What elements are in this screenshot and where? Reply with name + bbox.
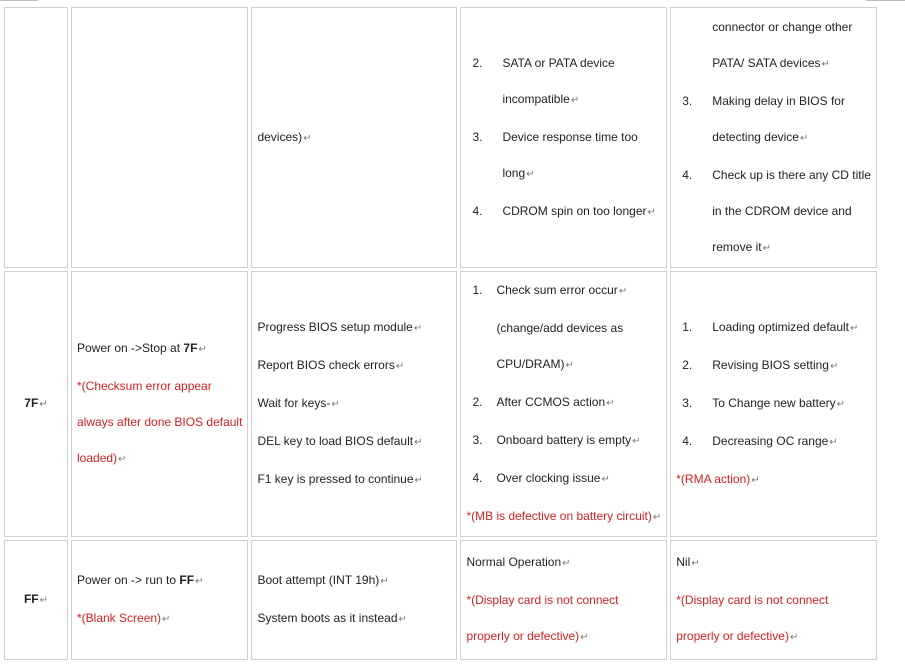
status-cell xyxy=(71,7,248,268)
cause-item: long↵ xyxy=(502,165,535,180)
solution-item: 1. Loading optimized default↵ xyxy=(682,320,859,334)
solution-item: detecting device↵ xyxy=(712,129,809,144)
solution-item: Nil↵ xyxy=(676,555,700,569)
description-line: F1 key is pressed to continue↵ xyxy=(257,472,423,486)
description-line: Boot attempt (INT 19h)↵ xyxy=(257,573,389,587)
code-cell: 7F↵ xyxy=(4,271,68,537)
solutions-cell xyxy=(670,7,877,268)
cause-item: CPU/DRAM)↵ xyxy=(496,357,574,371)
status-cell xyxy=(71,271,248,537)
cause-item: incompatible↵ xyxy=(502,91,580,106)
status-cell xyxy=(71,540,248,660)
solution-item: 3. To Change new battery↵ xyxy=(682,396,846,410)
description-cell xyxy=(251,271,457,537)
solution-item: remove it↵ xyxy=(712,239,771,254)
table-row xyxy=(4,271,877,537)
solution-item: connector or change other xyxy=(712,19,853,34)
status-note-line: always after done BIOS default xyxy=(77,415,243,429)
solution-item: 4. Check up is there any CD title xyxy=(682,167,871,182)
description-line: DEL key to load BIOS default↵ xyxy=(257,434,423,448)
solution-item: PATA/ SATA devices↵ xyxy=(712,55,830,70)
cause-item: 1. Check sum error occur↵ xyxy=(472,283,628,297)
causes-note: *(MB is defective on battery circuit)↵ xyxy=(466,509,662,523)
solutions-cell xyxy=(670,271,877,537)
solution-item: 2. Revising BIOS setting↵ xyxy=(682,358,839,372)
top-rule-left xyxy=(0,0,38,1)
causes-note: *(Display card is not connect properly or defective)↵ xyxy=(466,593,619,643)
causes-cell xyxy=(460,271,667,537)
status-note-line: loaded)↵ xyxy=(77,451,127,465)
table-row xyxy=(4,7,877,268)
top-rule-right xyxy=(866,0,905,1)
cause-item: 4. Over clocking issue↵ xyxy=(472,471,610,485)
cause-item: 3. Onboard battery is empty↵ xyxy=(472,433,641,447)
table-row xyxy=(4,540,877,660)
cause-item: 2. After CCMOS action↵ xyxy=(472,395,615,409)
description-line: Wait for keys-↵ xyxy=(257,396,340,410)
solution-item: in the CDROM device and xyxy=(712,203,852,218)
status-note-line: *(Blank Screen)↵ xyxy=(77,611,171,625)
description-line: System boots as it instead↵ xyxy=(257,611,407,625)
cause-item: 4. CDROM spin on too longer↵ xyxy=(472,203,656,218)
causes-cell xyxy=(460,540,667,660)
description-cell xyxy=(251,7,457,268)
status-note-line: *(Checksum error appear xyxy=(77,379,212,393)
cause-item: (change/add devices as xyxy=(496,321,624,335)
cause-item: 3. Device response time too xyxy=(472,129,638,144)
code-cell xyxy=(4,7,68,268)
code-cell: FF↵ xyxy=(4,540,68,660)
status-line: Power on -> run to FF↵ xyxy=(77,573,204,587)
solutions-note: *(RMA action)↵ xyxy=(676,472,760,486)
description-line: Report BIOS check errors↵ xyxy=(257,358,405,372)
cause-item: Normal Operation↵ xyxy=(466,555,571,569)
solutions-cell xyxy=(670,540,877,660)
description-line: Progress BIOS setup module↵ xyxy=(257,320,423,334)
solution-item: 3. Making delay in BIOS for xyxy=(682,93,845,108)
description-cell xyxy=(251,540,457,660)
cause-item: 2. SATA or PATA device xyxy=(472,55,615,70)
causes-cell xyxy=(460,7,667,268)
solution-item: 4. Decreasing OC range↵ xyxy=(682,434,838,448)
solutions-note: *(Display card is not connect properly or defective)↵ xyxy=(676,593,829,643)
post-code-table xyxy=(1,4,880,663)
description-line: devices)↵ xyxy=(257,129,312,144)
status-line: Power on ->Stop at 7F↵ xyxy=(77,341,207,355)
